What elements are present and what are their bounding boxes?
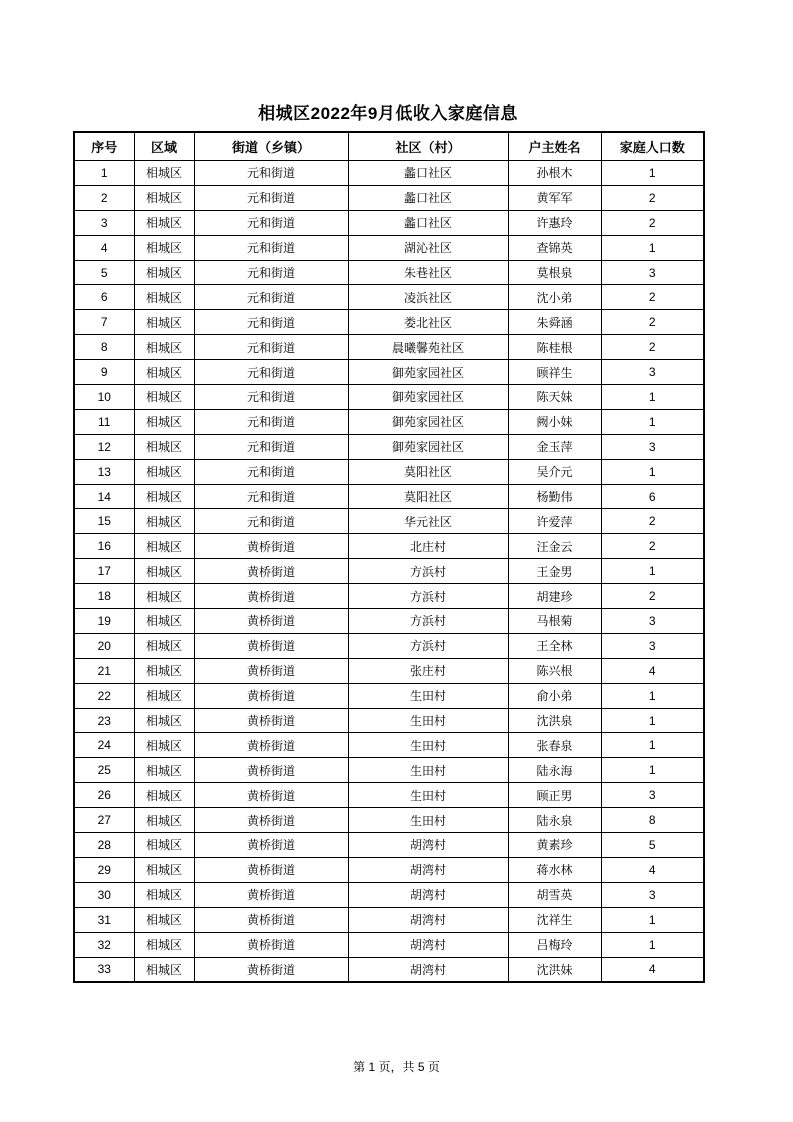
table-cell: 1 bbox=[601, 683, 704, 708]
table-cell: 黄桥街道 bbox=[194, 833, 348, 858]
table-cell: 黄桥街道 bbox=[194, 932, 348, 957]
table-cell: 29 bbox=[74, 857, 134, 882]
table-cell: 黄桥街道 bbox=[194, 882, 348, 907]
table-cell: 2 bbox=[601, 310, 704, 335]
table-cell: 沈祥生 bbox=[508, 907, 601, 932]
table-cell: 元和街道 bbox=[194, 235, 348, 260]
table-cell: 4 bbox=[601, 957, 704, 982]
table-cell: 元和街道 bbox=[194, 210, 348, 235]
table-cell: 胡湾村 bbox=[348, 907, 508, 932]
table-cell: 王金男 bbox=[508, 559, 601, 584]
table-cell: 24 bbox=[74, 733, 134, 758]
table-cell: 2 bbox=[601, 584, 704, 609]
low-income-family-table bbox=[73, 131, 705, 983]
table-cell: 14 bbox=[74, 484, 134, 509]
table-row bbox=[74, 857, 704, 882]
table-row bbox=[74, 957, 704, 982]
table-cell: 1 bbox=[601, 758, 704, 783]
column-header: 社区（村） bbox=[348, 132, 508, 161]
table-cell: 许爱萍 bbox=[508, 509, 601, 534]
table-cell: 元和街道 bbox=[194, 484, 348, 509]
table-cell: 相城区 bbox=[134, 285, 194, 310]
table-cell: 元和街道 bbox=[194, 360, 348, 385]
table-cell: 御苑家园社区 bbox=[348, 409, 508, 434]
table-cell: 相城区 bbox=[134, 758, 194, 783]
table-cell: 北庄村 bbox=[348, 534, 508, 559]
table-cell: 相城区 bbox=[134, 584, 194, 609]
table-cell: 相城区 bbox=[134, 484, 194, 509]
table-cell: 3 bbox=[74, 210, 134, 235]
table-cell: 娄北社区 bbox=[348, 310, 508, 335]
table-row bbox=[74, 758, 704, 783]
column-header: 街道（乡镇） bbox=[194, 132, 348, 161]
table-cell: 生田村 bbox=[348, 733, 508, 758]
table-cell: 元和街道 bbox=[194, 260, 348, 285]
table-cell: 1 bbox=[601, 459, 704, 484]
table-row bbox=[74, 633, 704, 658]
table-cell: 2 bbox=[601, 509, 704, 534]
table-cell: 生田村 bbox=[348, 783, 508, 808]
table-cell: 相城区 bbox=[134, 260, 194, 285]
table-cell: 相城区 bbox=[134, 459, 194, 484]
table-cell: 相城区 bbox=[134, 360, 194, 385]
table-cell: 俞小弟 bbox=[508, 683, 601, 708]
table-cell: 许惠玲 bbox=[508, 210, 601, 235]
table-cell: 相城区 bbox=[134, 509, 194, 534]
table-cell: 相城区 bbox=[134, 882, 194, 907]
table-cell: 陆永海 bbox=[508, 758, 601, 783]
table-cell: 顾祥生 bbox=[508, 360, 601, 385]
table-cell: 御苑家园社区 bbox=[348, 434, 508, 459]
table-cell: 11 bbox=[74, 409, 134, 434]
table-cell: 18 bbox=[74, 584, 134, 609]
table-cell: 相城区 bbox=[134, 534, 194, 559]
table-cell: 相城区 bbox=[134, 633, 194, 658]
table-cell: 蠡口社区 bbox=[348, 161, 508, 186]
table-cell: 10 bbox=[74, 385, 134, 410]
table-cell: 17 bbox=[74, 559, 134, 584]
table-cell: 8 bbox=[601, 808, 704, 833]
table-cell: 陈桂根 bbox=[508, 335, 601, 360]
table-row bbox=[74, 509, 704, 534]
table-row bbox=[74, 385, 704, 410]
table-cell: 相城区 bbox=[134, 235, 194, 260]
table-cell: 元和街道 bbox=[194, 285, 348, 310]
table-cell: 朱舜涵 bbox=[508, 310, 601, 335]
table-cell: 莫根泉 bbox=[508, 260, 601, 285]
table-cell: 相城区 bbox=[134, 434, 194, 459]
table-cell: 31 bbox=[74, 907, 134, 932]
table-cell: 蠡口社区 bbox=[348, 185, 508, 210]
table-cell: 蒋水林 bbox=[508, 857, 601, 882]
table-cell: 相城区 bbox=[134, 708, 194, 733]
table-cell: 莫阳社区 bbox=[348, 484, 508, 509]
column-header: 区域 bbox=[134, 132, 194, 161]
table-cell: 相城区 bbox=[134, 783, 194, 808]
table-cell: 胡雪英 bbox=[508, 882, 601, 907]
table-cell: 4 bbox=[74, 235, 134, 260]
table-row bbox=[74, 658, 704, 683]
table-cell: 马根菊 bbox=[508, 609, 601, 634]
table-cell: 相城区 bbox=[134, 932, 194, 957]
table-cell: 1 bbox=[601, 733, 704, 758]
table-cell: 莫阳社区 bbox=[348, 459, 508, 484]
column-header: 户主姓名 bbox=[508, 132, 601, 161]
table-cell: 方浜村 bbox=[348, 609, 508, 634]
table-cell: 相城区 bbox=[134, 185, 194, 210]
table-cell: 21 bbox=[74, 658, 134, 683]
table-cell: 3 bbox=[601, 633, 704, 658]
table-row bbox=[74, 683, 704, 708]
table-cell: 黄桥街道 bbox=[194, 633, 348, 658]
table-cell: 相城区 bbox=[134, 210, 194, 235]
table-row bbox=[74, 310, 704, 335]
table-cell: 黄桥街道 bbox=[194, 658, 348, 683]
table-cell: 5 bbox=[74, 260, 134, 285]
table-cell: 胡湾村 bbox=[348, 882, 508, 907]
table-row bbox=[74, 484, 704, 509]
table-row bbox=[74, 584, 704, 609]
table-cell: 相城区 bbox=[134, 808, 194, 833]
table-cell: 22 bbox=[74, 683, 134, 708]
table-cell: 顾正男 bbox=[508, 783, 601, 808]
table-cell: 黄军军 bbox=[508, 185, 601, 210]
table-row bbox=[74, 285, 704, 310]
table-row bbox=[74, 185, 704, 210]
table-row bbox=[74, 235, 704, 260]
table-cell: 黄桥街道 bbox=[194, 534, 348, 559]
table-cell: 相城区 bbox=[134, 409, 194, 434]
table-cell: 元和街道 bbox=[194, 409, 348, 434]
table-cell: 3 bbox=[601, 783, 704, 808]
table-cell: 3 bbox=[601, 882, 704, 907]
table-cell: 黄桥街道 bbox=[194, 683, 348, 708]
table-row bbox=[74, 434, 704, 459]
page-title: 相城区2022年9月低收入家庭信息 bbox=[258, 104, 518, 123]
table-row bbox=[74, 708, 704, 733]
table-cell: 沈小弟 bbox=[508, 285, 601, 310]
table-cell: 黄桥街道 bbox=[194, 758, 348, 783]
table-cell: 23 bbox=[74, 708, 134, 733]
table-cell: 12 bbox=[74, 434, 134, 459]
document-content bbox=[73, 103, 703, 983]
table-cell: 3 bbox=[601, 609, 704, 634]
table-cell: 黄素珍 bbox=[508, 833, 601, 858]
table-cell: 6 bbox=[601, 484, 704, 509]
table-cell: 张春泉 bbox=[508, 733, 601, 758]
table-cell: 1 bbox=[601, 907, 704, 932]
table-cell: 19 bbox=[74, 609, 134, 634]
table-cell: 32 bbox=[74, 932, 134, 957]
table-row bbox=[74, 733, 704, 758]
table-row bbox=[74, 609, 704, 634]
table-cell: 黄桥街道 bbox=[194, 857, 348, 882]
table-cell: 汪金云 bbox=[508, 534, 601, 559]
table-cell: 2 bbox=[601, 210, 704, 235]
table-cell: 华元社区 bbox=[348, 509, 508, 534]
table-cell: 凌浜社区 bbox=[348, 285, 508, 310]
table-cell: 蠡口社区 bbox=[348, 210, 508, 235]
table-cell: 阙小妹 bbox=[508, 409, 601, 434]
table-cell: 元和街道 bbox=[194, 385, 348, 410]
table-cell: 20 bbox=[74, 633, 134, 658]
table-cell: 元和街道 bbox=[194, 161, 348, 186]
table-cell: 30 bbox=[74, 882, 134, 907]
table-cell: 3 bbox=[601, 260, 704, 285]
table-row bbox=[74, 882, 704, 907]
table-row bbox=[74, 534, 704, 559]
table-cell: 黄桥街道 bbox=[194, 957, 348, 982]
table-row bbox=[74, 808, 704, 833]
table-cell: 2 bbox=[601, 285, 704, 310]
table-cell: 8 bbox=[74, 335, 134, 360]
table-cell: 相城区 bbox=[134, 609, 194, 634]
table-cell: 胡湾村 bbox=[348, 857, 508, 882]
table-row bbox=[74, 360, 704, 385]
table-cell: 6 bbox=[74, 285, 134, 310]
table-cell: 方浜村 bbox=[348, 584, 508, 609]
table-cell: 3 bbox=[601, 360, 704, 385]
table-cell: 胡湾村 bbox=[348, 957, 508, 982]
table-cell: 1 bbox=[601, 932, 704, 957]
table-cell: 3 bbox=[601, 434, 704, 459]
table-cell: 查锦英 bbox=[508, 235, 601, 260]
table-cell: 2 bbox=[601, 335, 704, 360]
table-cell: 1 bbox=[601, 385, 704, 410]
table-cell: 5 bbox=[601, 833, 704, 858]
table-cell: 33 bbox=[74, 957, 134, 982]
table-row bbox=[74, 335, 704, 360]
table-cell: 相城区 bbox=[134, 857, 194, 882]
table-cell: 黄桥街道 bbox=[194, 584, 348, 609]
table-cell: 晨曦馨苑社区 bbox=[348, 335, 508, 360]
column-header: 家庭人口数 bbox=[601, 132, 704, 161]
table-header-row bbox=[74, 132, 704, 161]
table-cell: 吴介元 bbox=[508, 459, 601, 484]
table-cell: 生田村 bbox=[348, 758, 508, 783]
table-cell: 胡建珍 bbox=[508, 584, 601, 609]
table-cell: 陈天妹 bbox=[508, 385, 601, 410]
table-cell: 相城区 bbox=[134, 907, 194, 932]
table-cell: 相城区 bbox=[134, 385, 194, 410]
table-row bbox=[74, 783, 704, 808]
table-cell: 相城区 bbox=[134, 733, 194, 758]
table-cell: 2 bbox=[601, 185, 704, 210]
table-cell: 2 bbox=[601, 534, 704, 559]
table-row bbox=[74, 559, 704, 584]
table-cell: 黄桥街道 bbox=[194, 808, 348, 833]
table-cell: 陈兴根 bbox=[508, 658, 601, 683]
table-cell: 26 bbox=[74, 783, 134, 808]
table-row bbox=[74, 161, 704, 186]
table-row bbox=[74, 210, 704, 235]
table-cell: 张庄村 bbox=[348, 658, 508, 683]
table-row bbox=[74, 409, 704, 434]
table-cell: 相城区 bbox=[134, 559, 194, 584]
table-cell: 黄桥街道 bbox=[194, 708, 348, 733]
table-cell: 吕梅玲 bbox=[508, 932, 601, 957]
table-cell: 陆永泉 bbox=[508, 808, 601, 833]
table-cell: 沈洪泉 bbox=[508, 708, 601, 733]
table-cell: 相城区 bbox=[134, 161, 194, 186]
column-header: 序号 bbox=[74, 132, 134, 161]
table-cell: 25 bbox=[74, 758, 134, 783]
table-cell: 杨勤伟 bbox=[508, 484, 601, 509]
table-cell: 1 bbox=[601, 559, 704, 584]
table-cell: 元和街道 bbox=[194, 335, 348, 360]
table-cell: 方浜村 bbox=[348, 559, 508, 584]
table-cell: 1 bbox=[601, 708, 704, 733]
table-cell: 元和街道 bbox=[194, 459, 348, 484]
table-cell: 生田村 bbox=[348, 708, 508, 733]
table-cell: 28 bbox=[74, 833, 134, 858]
table-cell: 生田村 bbox=[348, 808, 508, 833]
table-cell: 胡湾村 bbox=[348, 833, 508, 858]
table-cell: 孙根木 bbox=[508, 161, 601, 186]
table-cell: 黄桥街道 bbox=[194, 559, 348, 584]
table-cell: 4 bbox=[601, 658, 704, 683]
table-cell: 相城区 bbox=[134, 833, 194, 858]
table-cell: 相城区 bbox=[134, 683, 194, 708]
table-cell: 王全林 bbox=[508, 633, 601, 658]
table-cell: 黄桥街道 bbox=[194, 733, 348, 758]
table-cell: 1 bbox=[601, 409, 704, 434]
table-cell: 7 bbox=[74, 310, 134, 335]
table-cell: 御苑家园社区 bbox=[348, 360, 508, 385]
table-cell: 生田村 bbox=[348, 683, 508, 708]
table-row bbox=[74, 459, 704, 484]
table-cell: 1 bbox=[601, 235, 704, 260]
table-cell: 27 bbox=[74, 808, 134, 833]
table-cell: 相城区 bbox=[134, 957, 194, 982]
table-cell: 4 bbox=[601, 857, 704, 882]
table-cell: 金玉萍 bbox=[508, 434, 601, 459]
table-row bbox=[74, 260, 704, 285]
table-cell: 1 bbox=[74, 161, 134, 186]
table-cell: 相城区 bbox=[134, 310, 194, 335]
table-cell: 沈洪妹 bbox=[508, 957, 601, 982]
table-cell: 相城区 bbox=[134, 658, 194, 683]
table-cell: 15 bbox=[74, 509, 134, 534]
table-cell: 方浜村 bbox=[348, 633, 508, 658]
table-cell: 黄桥街道 bbox=[194, 783, 348, 808]
table-cell: 相城区 bbox=[134, 335, 194, 360]
table-cell: 黄桥街道 bbox=[194, 609, 348, 634]
table-body bbox=[74, 161, 704, 983]
table-row bbox=[74, 833, 704, 858]
table-cell: 湖沁社区 bbox=[348, 235, 508, 260]
table-cell: 胡湾村 bbox=[348, 932, 508, 957]
table-cell: 13 bbox=[74, 459, 134, 484]
table-cell: 2 bbox=[74, 185, 134, 210]
table-cell: 朱巷社区 bbox=[348, 260, 508, 285]
table-cell: 黄桥街道 bbox=[194, 907, 348, 932]
table-cell: 16 bbox=[74, 534, 134, 559]
table-cell: 元和街道 bbox=[194, 185, 348, 210]
table-cell: 1 bbox=[601, 161, 704, 186]
table-row bbox=[74, 907, 704, 932]
page-number-footer: 第 1 页，共 5 页 bbox=[353, 1060, 440, 1074]
table-header bbox=[74, 132, 704, 161]
table-cell: 元和街道 bbox=[194, 434, 348, 459]
table-row bbox=[74, 932, 704, 957]
table-cell: 元和街道 bbox=[194, 509, 348, 534]
table-cell: 御苑家园社区 bbox=[348, 385, 508, 410]
table-cell: 9 bbox=[74, 360, 134, 385]
table-cell: 元和街道 bbox=[194, 310, 348, 335]
